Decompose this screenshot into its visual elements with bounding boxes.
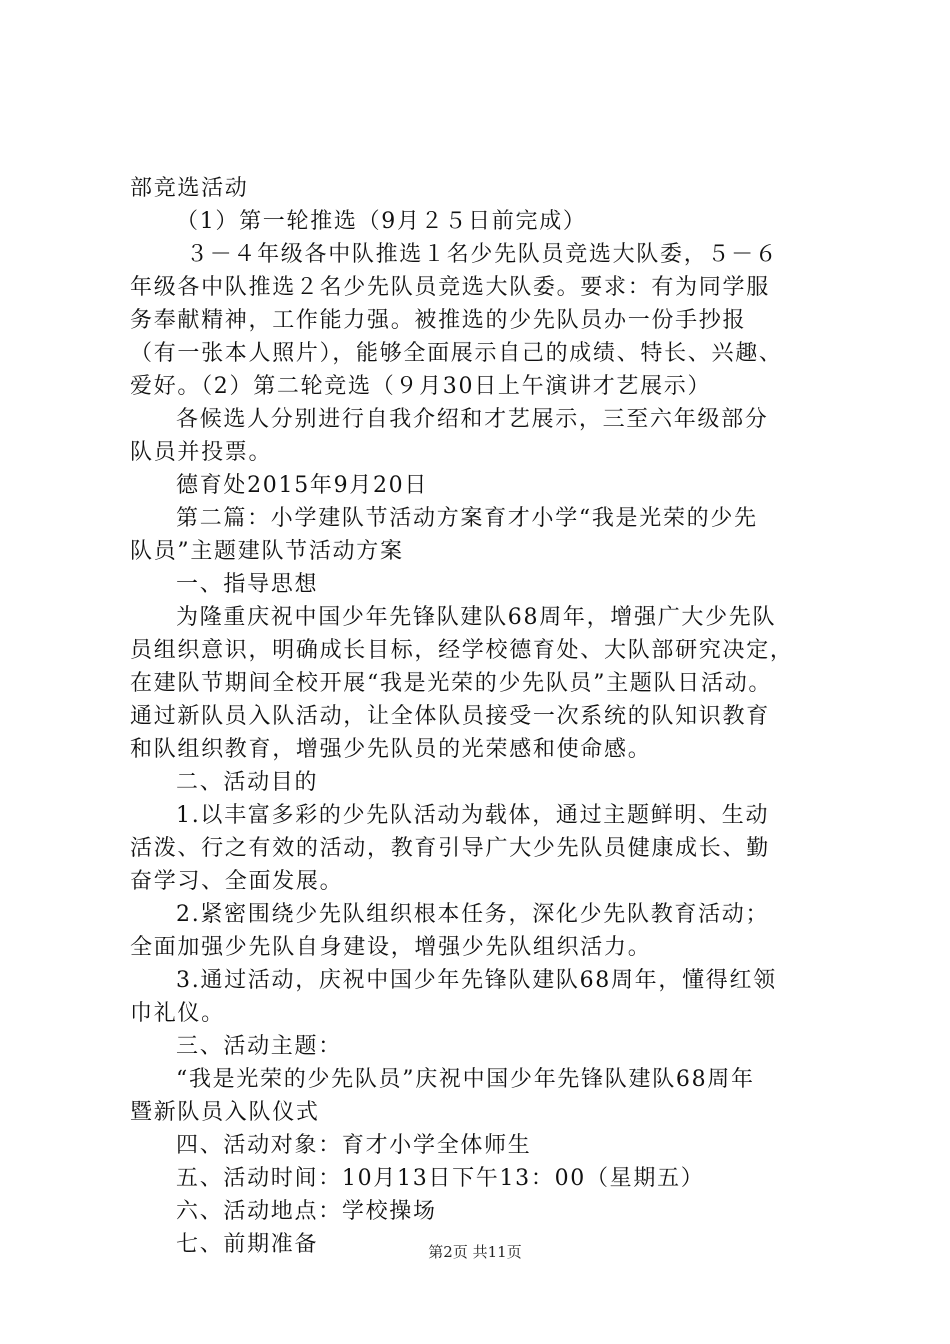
text-line: 员组织意识，明确成长目标，经学校德育处、大队部研究决定， [130, 638, 794, 663]
text-line: 2.紧密围绕少先队组织根本任务，深化少先队教育活动； [176, 902, 770, 927]
section-heading: 三、活动主题： [176, 1034, 342, 1059]
text-line: 为隆重庆祝中国少年先锋队建队68周年，增强广大少先队 [176, 605, 777, 630]
section-heading: 四、活动对象：育才小学全体师生 [176, 1133, 532, 1158]
text-line: “我是光荣的少先队员”庆祝中国少年先锋队建队68周年 [176, 1067, 755, 1092]
text-line: 巾礼仪。 [130, 1001, 225, 1026]
page-number-footer: 第2页 共11页 [428, 1243, 522, 1261]
section-heading: 六、活动地点：学校操场 [176, 1199, 437, 1224]
section-heading: 七、前期准备 [176, 1232, 319, 1257]
text-line: 通过新队员入队活动，让全体队员接受一次系统的队知识教育 [130, 704, 770, 729]
text-line: 全面加强少先队自身建设，增强少先队组织活力。 [130, 935, 652, 960]
text-line: 务奉献精神，工作能力强。被推选的少先队员办一份手抄报 [130, 308, 747, 333]
text-line: 部竞选活动 [130, 176, 249, 201]
text-line: 在建队节期间全校开展“我是光荣的少先队员”主题队日活动。 [130, 671, 773, 696]
text-line: 爱好。（2）第二轮竞选（９月30日上午演讲才艺展示） [130, 374, 712, 399]
document-body [130, 172, 830, 1261]
section-heading: 二、活动目的 [176, 770, 319, 795]
text-line: （有一张本人照片），能够全面展示自己的成绩、特长、兴趣、 [130, 341, 783, 366]
section-heading: 五、活动时间：10月13日下午13：00（星期五） [176, 1166, 705, 1191]
text-line: 年级各中队推选２名少先队员竞选大队委。要求：有为同学服 [130, 275, 770, 300]
section-heading: 一、指导思想 [176, 572, 319, 597]
text-line: 1.以丰富多彩的少先队活动为载体，通过主题鲜明、生动 [176, 803, 770, 828]
text-line: 3.通过活动，庆祝中国少年先锋队建队68周年，懂得红领 [176, 968, 777, 993]
text-line: 暨新队员入队仪式 [130, 1100, 320, 1125]
text-line: 活泼、行之有效的活动，教育引导广大少先队员健康成长、勤 [130, 836, 770, 861]
text-line: 各候选人分别进行自我介绍和才艺展示，三至六年级部分 [176, 407, 769, 432]
text-line: 和队组织教育，增强少先队员的光荣感和使命感。 [130, 737, 652, 762]
text-line: 第二篇：小学建队节活动方案育才小学“我是光荣的少先 [176, 506, 758, 531]
text-line: （1）第一轮推选（9月２５日前完成） [176, 209, 587, 234]
text-line: 奋学习、全面发展。 [130, 869, 344, 894]
text-line: 队员”主题建队节活动方案 [130, 539, 404, 564]
text-line: 德育处2015年9月20日 [176, 473, 429, 498]
text-line: 队员并投票。 [130, 440, 273, 465]
text-line: ３－４年级各中队推选１名少先队员竞选大队委，５－６ [186, 242, 779, 267]
